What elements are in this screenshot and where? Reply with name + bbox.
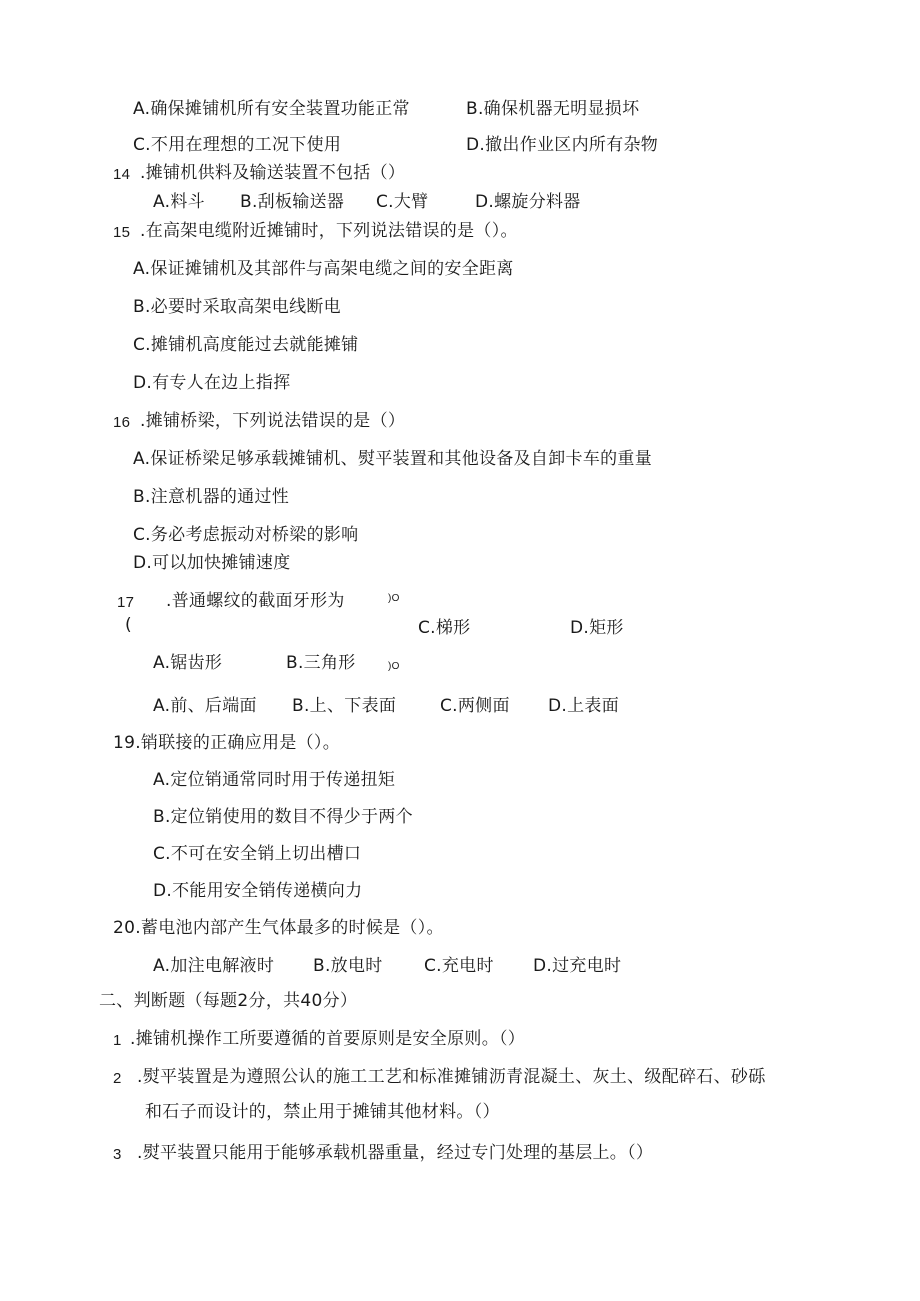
q19-option-d: D.不能用安全销传递横向力 [153, 881, 363, 901]
q20-option-c: C.充电时 [424, 956, 494, 976]
q18-option-d: D.上表面 [548, 696, 619, 716]
q17-number: 17 [117, 594, 135, 611]
q15-option-c: C.摊铺机高度能过去就能摊铺 [133, 335, 359, 355]
q14-option-b: B.刮板输送器 [240, 192, 345, 212]
q13-option-b: B.确保机器无明显损坏 [466, 99, 640, 119]
judgment-2-text: .熨平装置是为遵照公认的施工工艺和标准摊铺沥青混凝土、灰土、级配碎石、砂砾 [137, 1067, 766, 1087]
q17-text: .普通螺纹的截面牙形为 [166, 591, 345, 611]
q15-option-b: B.必要时采取高架电线断电 [133, 297, 341, 317]
q15-number: 15 [113, 224, 131, 241]
section-heading: 二、判断题（每题2分，共40分） [99, 991, 358, 1011]
q14-option-d: D.螺旋分料器 [475, 192, 581, 212]
q18-option-c: C.两侧面 [440, 696, 510, 716]
q17-mark-1: )O [388, 593, 400, 604]
q16-option-c: C.务必考虑振动对桥梁的影响 [133, 525, 359, 545]
q20-text: 20.蓄电池内部产生气体最多的时候是（）。 [113, 918, 444, 938]
q18-option-b: B.上、下表面 [292, 696, 397, 716]
q18-option-a: A.前、后端面 [153, 696, 257, 716]
judgment-3-text: .熨平装置只能用于能够承载机器重量，经过专门处理的基层上。（） [137, 1143, 654, 1163]
q16-number: 16 [113, 414, 131, 431]
q19-option-a: A.定位销通常同时用于传递扭矩 [153, 770, 396, 790]
q14-number: 14 [113, 166, 131, 183]
q20-option-d: D.过充电时 [533, 956, 622, 976]
q19-option-b: B.定位销使用的数目不得少于两个 [153, 807, 413, 827]
q13-option-a: A.确保摊铺机所有安全装置功能正常 [133, 99, 410, 119]
q16-text: .摊铺桥梁，下列说法错误的是（） [140, 411, 406, 431]
q15-text: .在高架电缆附近摊铺时，下列说法错误的是（）。 [140, 221, 518, 241]
q16-option-b: B.注意机器的通过性 [133, 487, 290, 507]
q14-text: .摊铺机供料及输送装置不包括（） [140, 163, 406, 183]
q13-option-d: D.撤出作业区内所有杂物 [466, 135, 659, 155]
q20-option-b: B.放电时 [313, 956, 383, 976]
judgment-2-continuation: 和石子而设计的，禁止用于摊铺其他材料。（） [145, 1102, 500, 1122]
q13-option-c: C.不用在理想的工况下使用 [133, 135, 342, 155]
q20-option-a: A.加注电解液时 [153, 956, 275, 976]
judgment-2-number: 2 [113, 1070, 122, 1087]
q17-option-b: B.三角形 [286, 653, 356, 673]
judgment-1-number: 1 [113, 1032, 122, 1049]
q17-option-a: A.锯齿形 [153, 653, 223, 673]
q17-option-c: C.梯形 [418, 618, 471, 638]
q14-option-a: A.料斗 [153, 192, 205, 212]
q14-option-c: C.大臂 [376, 192, 429, 212]
q16-option-a: A.保证桥梁足够承载摊铺机、熨平装置和其他设备及自卸卡车的重量 [133, 449, 653, 469]
q19-option-c: C.不可在安全销上切出槽口 [153, 844, 362, 864]
judgment-3-number: 3 [113, 1146, 122, 1163]
q19-text: 19.销联接的正确应用是（）。 [113, 733, 341, 753]
q17-option-d: D.矩形 [570, 618, 624, 638]
q16-option-d: D.可以加快摊铺速度 [133, 553, 291, 573]
q17-mark-2: )O [388, 661, 400, 672]
q15-option-d: D.有专人在边上指挥 [133, 373, 291, 393]
q17-paren: ( [125, 615, 132, 635]
q15-option-a: A.保证摊铺机及其部件与高架电缆之间的安全距离 [133, 259, 514, 279]
judgment-1-text: .摊铺机操作工所要遵循的首要原则是安全原则。（） [130, 1029, 526, 1049]
